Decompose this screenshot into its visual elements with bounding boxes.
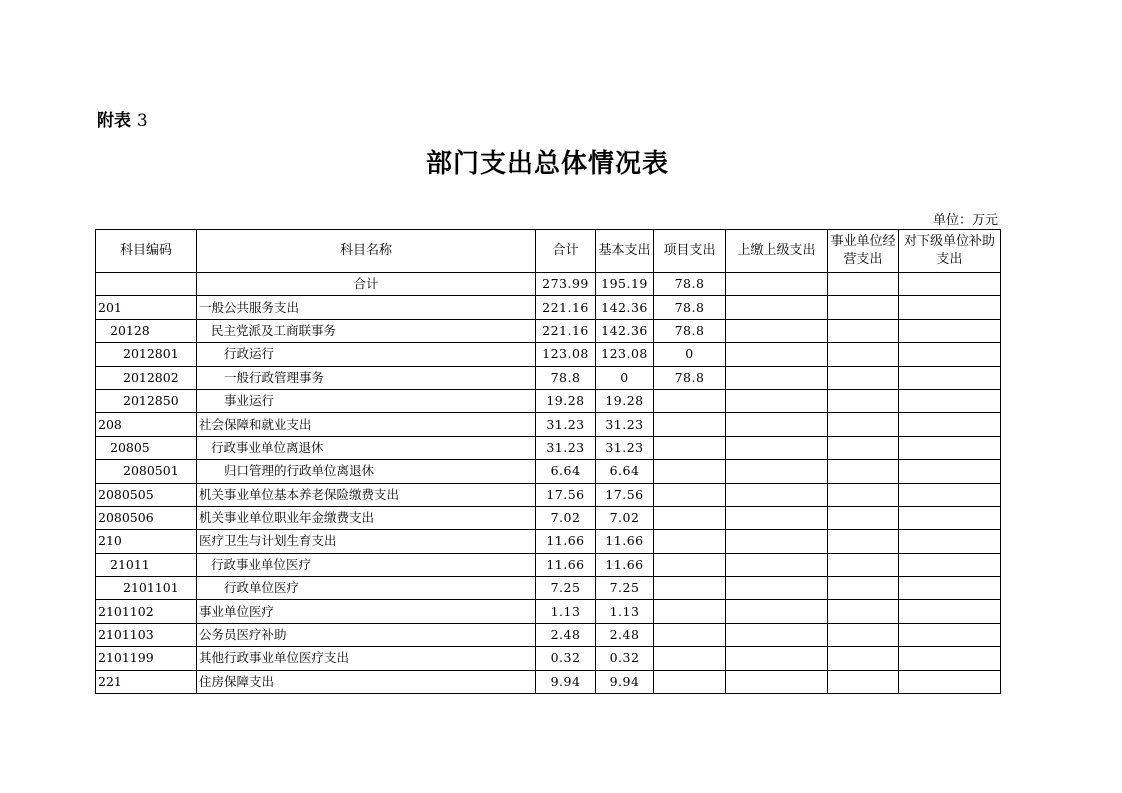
row-name-cell: 公务员医疗补助: [197, 623, 536, 646]
header-total: 合计: [536, 230, 596, 273]
table-row: [96, 483, 1001, 506]
row-total-cell: 221.16: [536, 319, 596, 342]
row-total-cell: 7.02: [536, 506, 596, 529]
table-row: [96, 623, 1001, 646]
row-name-cell: 行政运行: [197, 343, 536, 366]
row-subsidy-cell: [899, 436, 1001, 459]
total-row: [96, 273, 1001, 296]
row-name-cell: 行政单位医疗: [197, 577, 536, 600]
row-code-cell: 2012850: [96, 389, 197, 412]
row-basic-cell: 0.32: [596, 647, 654, 670]
total-total-cell: 273.99: [536, 273, 596, 296]
row-subsidy-cell: [899, 343, 1001, 366]
table-row: [96, 647, 1001, 670]
header-row: [96, 230, 1001, 273]
row-project-cell: [654, 670, 726, 693]
row-enterprise-cell: [828, 343, 899, 366]
row-code-cell: 210: [96, 530, 197, 553]
row-project-cell: [654, 577, 726, 600]
row-code-cell: 2101103: [96, 623, 197, 646]
row-enterprise-cell: [828, 647, 899, 670]
row-basic-cell: 17.56: [596, 483, 654, 506]
row-name-cell: 行政事业单位医疗: [197, 553, 536, 576]
row-code-cell: 2101101: [96, 577, 197, 600]
row-total-cell: 31.23: [536, 413, 596, 436]
row-code-cell: 2080506: [96, 506, 197, 529]
row-name-cell: 社会保障和就业支出: [197, 413, 536, 436]
row-code-cell: 2080501: [96, 460, 197, 483]
row-name-cell: 住房保障支出: [197, 670, 536, 693]
total-subsidy-cell: [899, 273, 1001, 296]
row-enterprise-cell: [828, 483, 899, 506]
total-project-cell: 78.8: [654, 273, 726, 296]
row-name-cell: 归口管理的行政单位离退休: [197, 460, 536, 483]
row-upper-cell: [726, 296, 828, 319]
total-enterprise-cell: [828, 273, 899, 296]
row-code-cell: 2012801: [96, 343, 197, 366]
row-subsidy-cell: [899, 623, 1001, 646]
row-basic-cell: 0: [596, 366, 654, 389]
attachment-number: 3: [136, 111, 148, 131]
row-project-cell: [654, 413, 726, 436]
row-enterprise-cell: [828, 460, 899, 483]
row-enterprise-cell: [828, 413, 899, 436]
row-name-cell: 一般行政管理事务: [197, 366, 536, 389]
table-row: [96, 460, 1001, 483]
row-basic-cell: 142.36: [596, 296, 654, 319]
row-enterprise-cell: [828, 296, 899, 319]
row-project-cell: [654, 460, 726, 483]
table-row: [96, 600, 1001, 623]
row-subsidy-cell: [899, 600, 1001, 623]
row-total-cell: 221.16: [536, 296, 596, 319]
row-code-cell: 2101199: [96, 647, 197, 670]
row-enterprise-cell: [828, 600, 899, 623]
row-total-cell: 7.25: [536, 577, 596, 600]
expenditure-table: [95, 229, 1001, 694]
row-subsidy-cell: [899, 319, 1001, 342]
total-code-cell: [96, 273, 197, 296]
row-enterprise-cell: [828, 389, 899, 412]
row-enterprise-cell: [828, 319, 899, 342]
table-row: [96, 577, 1001, 600]
row-subsidy-cell: [899, 296, 1001, 319]
total-label-cell: 合计: [197, 273, 536, 296]
row-subsidy-cell: [899, 413, 1001, 436]
row-name-cell: 医疗卫生与计划生育支出: [197, 530, 536, 553]
unit-label: 单位：万元: [932, 213, 998, 228]
table-row: [96, 436, 1001, 459]
row-total-cell: 6.64: [536, 460, 596, 483]
row-upper-cell: [726, 506, 828, 529]
row-enterprise-cell: [828, 506, 899, 529]
row-code-cell: 2080505: [96, 483, 197, 506]
table-row: [96, 413, 1001, 436]
row-basic-cell: 142.36: [596, 319, 654, 342]
row-name-cell: 机关事业单位基本养老保险缴费支出: [197, 483, 536, 506]
row-enterprise-cell: [828, 553, 899, 576]
row-enterprise-cell: [828, 623, 899, 646]
row-basic-cell: 123.08: [596, 343, 654, 366]
row-upper-cell: [726, 577, 828, 600]
row-basic-cell: 31.23: [596, 413, 654, 436]
row-enterprise-cell: [828, 577, 899, 600]
row-name-cell: 一般公共服务支出: [197, 296, 536, 319]
row-project-cell: 78.8: [654, 296, 726, 319]
row-code-cell: 208: [96, 413, 197, 436]
row-code-cell: 201: [96, 296, 197, 319]
row-basic-cell: 1.13: [596, 600, 654, 623]
row-upper-cell: [726, 366, 828, 389]
table-row: [96, 366, 1001, 389]
header-enterprise: 事业单位经营支出: [828, 230, 899, 273]
row-upper-cell: [726, 436, 828, 459]
row-subsidy-cell: [899, 577, 1001, 600]
row-total-cell: 123.08: [536, 343, 596, 366]
row-subsidy-cell: [899, 460, 1001, 483]
row-basic-cell: 11.66: [596, 553, 654, 576]
row-subsidy-cell: [899, 366, 1001, 389]
row-total-cell: 11.66: [536, 530, 596, 553]
row-project-cell: [654, 389, 726, 412]
table-row: [96, 670, 1001, 693]
row-upper-cell: [726, 670, 828, 693]
row-code-cell: 20128: [96, 319, 197, 342]
row-total-cell: 17.56: [536, 483, 596, 506]
row-total-cell: 0.32: [536, 647, 596, 670]
row-basic-cell: 2.48: [596, 623, 654, 646]
total-basic-cell: 195.19: [596, 273, 654, 296]
row-enterprise-cell: [828, 670, 899, 693]
row-project-cell: 78.8: [654, 366, 726, 389]
header-upper: 上缴上级支出: [726, 230, 828, 273]
row-upper-cell: [726, 319, 828, 342]
row-enterprise-cell: [828, 366, 899, 389]
row-name-cell: 机关事业单位职业年金缴费支出: [197, 506, 536, 529]
row-subsidy-cell: [899, 530, 1001, 553]
row-project-cell: [654, 436, 726, 459]
row-project-cell: [654, 647, 726, 670]
table-row: [96, 296, 1001, 319]
row-basic-cell: 9.94: [596, 670, 654, 693]
row-subsidy-cell: [899, 647, 1001, 670]
table-row: [96, 343, 1001, 366]
row-project-cell: [654, 553, 726, 576]
row-name-cell: 事业单位医疗: [197, 600, 536, 623]
row-basic-cell: 7.25: [596, 577, 654, 600]
header-name: 科目名称: [197, 230, 536, 273]
row-upper-cell: [726, 647, 828, 670]
header-subsidy: 对下级单位补助支出: [899, 230, 1001, 273]
row-basic-cell: 31.23: [596, 436, 654, 459]
row-basic-cell: 19.28: [596, 389, 654, 412]
row-basic-cell: 11.66: [596, 530, 654, 553]
table-row: [96, 553, 1001, 576]
attachment-prefix: 附表: [97, 111, 131, 131]
row-project-cell: [654, 506, 726, 529]
row-upper-cell: [726, 530, 828, 553]
row-upper-cell: [726, 343, 828, 366]
row-project-cell: [654, 483, 726, 506]
total-upper-cell: [726, 273, 828, 296]
row-enterprise-cell: [828, 436, 899, 459]
row-subsidy-cell: [899, 553, 1001, 576]
row-enterprise-cell: [828, 530, 899, 553]
row-code-cell: 2101102: [96, 600, 197, 623]
row-code-cell: 21011: [96, 553, 197, 576]
row-project-cell: [654, 530, 726, 553]
row-project-cell: [654, 623, 726, 646]
row-upper-cell: [726, 413, 828, 436]
row-project-cell: 78.8: [654, 319, 726, 342]
row-total-cell: 19.28: [536, 389, 596, 412]
row-total-cell: 1.13: [536, 600, 596, 623]
row-total-cell: 78.8: [536, 366, 596, 389]
row-subsidy-cell: [899, 506, 1001, 529]
row-name-cell: 行政事业单位离退休: [197, 436, 536, 459]
table-row: [96, 530, 1001, 553]
row-upper-cell: [726, 483, 828, 506]
table-row: [96, 506, 1001, 529]
row-total-cell: 31.23: [536, 436, 596, 459]
row-basic-cell: 6.64: [596, 460, 654, 483]
row-name-cell: 民主党派及工商联事务: [197, 319, 536, 342]
row-subsidy-cell: [899, 483, 1001, 506]
row-code-cell: 2012802: [96, 366, 197, 389]
row-name-cell: 其他行政事业单位医疗支出: [197, 647, 536, 670]
row-total-cell: 9.94: [536, 670, 596, 693]
row-code-cell: 221: [96, 670, 197, 693]
attachment-label: [97, 106, 148, 131]
row-upper-cell: [726, 460, 828, 483]
header-code: 科目编码: [96, 230, 197, 273]
row-upper-cell: [726, 600, 828, 623]
table-row: [96, 319, 1001, 342]
row-upper-cell: [726, 623, 828, 646]
row-name-cell: 事业运行: [197, 389, 536, 412]
row-total-cell: 11.66: [536, 553, 596, 576]
row-project-cell: [654, 600, 726, 623]
row-basic-cell: 7.02: [596, 506, 654, 529]
row-upper-cell: [726, 389, 828, 412]
row-subsidy-cell: [899, 389, 1001, 412]
header-project: 项目支出: [654, 230, 726, 273]
row-code-cell: 20805: [96, 436, 197, 459]
row-project-cell: 0: [654, 343, 726, 366]
header-basic: 基本支出: [596, 230, 654, 273]
table-row: [96, 389, 1001, 412]
page-title: 部门支出总体情况表: [425, 149, 669, 179]
row-upper-cell: [726, 553, 828, 576]
row-total-cell: 2.48: [536, 623, 596, 646]
row-subsidy-cell: [899, 670, 1001, 693]
